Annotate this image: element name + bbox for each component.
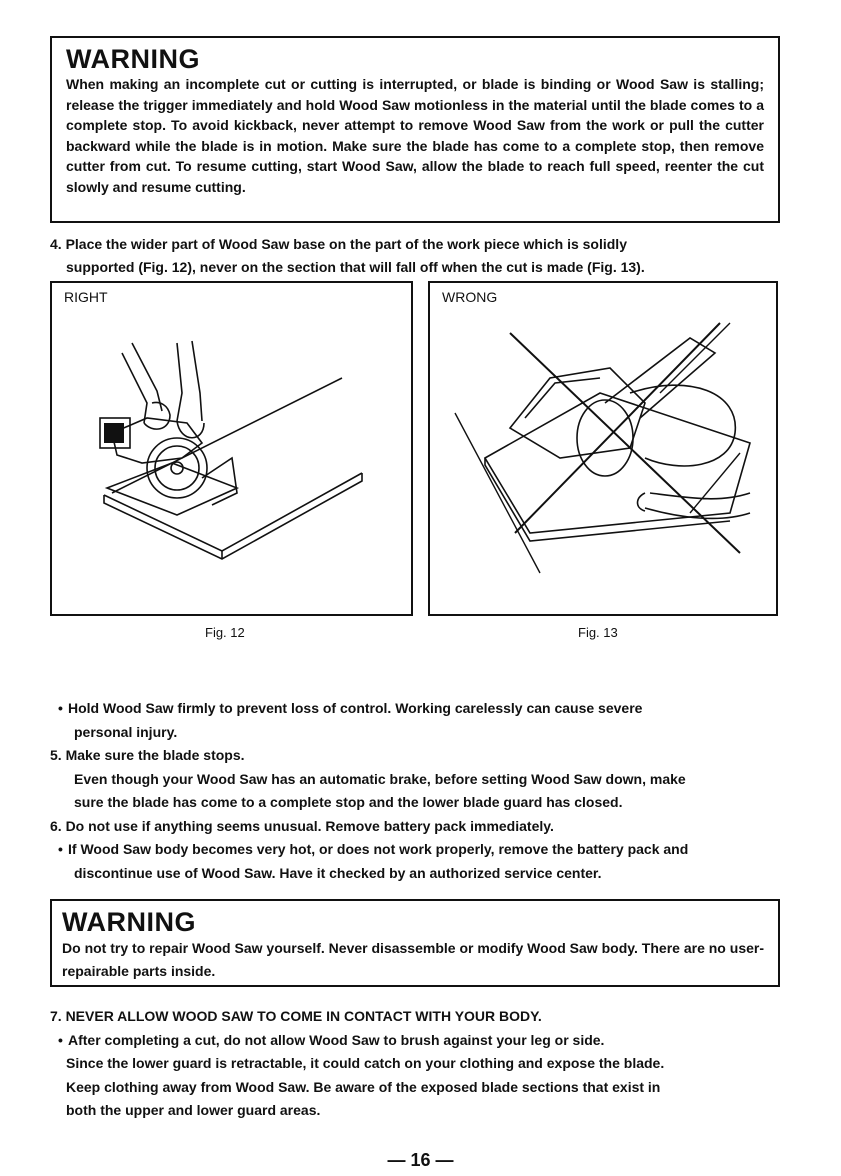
bullet-icon: • [58,1031,63,1048]
figure-13-caption: Fig. 13 [578,625,618,640]
step-7-title: 7. NEVER ALLOW WOOD SAW TO COME IN CONTACT WITH YOUR BODY. [50,1008,542,1024]
saw-correct-illustration [52,283,411,614]
step-7 [50,1005,785,1123]
step-7-bullet-line-1: • After completing a cut, do not allow Wood Saw to brush against your leg or side. [50,1029,785,1053]
bullet-2-line-1: • If Wood Saw body becomes very hot, or does not work properly, remove the battery pack and [58,838,788,862]
saw-incorrect-illustration [430,283,776,614]
step-5-title: 5. Make sure the blade stops. [50,747,245,763]
figure-12-right [50,281,413,616]
step-5-line-2: sure the blade has come to a complete stop and the lower blade guard has closed. [74,794,623,810]
step-4-line-1: 4. Place the wider part of Wood Saw base on the part of the work piece which is solidly [50,236,627,252]
step-4-line-2: supported (Fig. 12), never on the section that will fall off when the cut is made (Fig. 13). [66,259,645,275]
figure-12-label: RIGHT [64,289,108,305]
warning-text: When making an incomplete cut or cutting is interrupted, or blade is binding or Wood Saw is stalling; release the trigger immediately and hold Wood Saw motionless in the material until the blade comes to a complete stop. To avoid kickback, never attempt to remove Wood Saw from the work or pull the cutter backward while the blade is in motion. Make sure the blade has come to a complete stop, then remove cutter from cut. To resume cutting, start Wood Saw, allow the blade to reach full speed, reenter the cut slowly and resume cutting. [66,76,764,195]
step-7-line-3: Keep clothing away from Wood Saw. Be aware of the exposed blade sections that exist in [66,1078,661,1095]
body-section [50,697,788,885]
step-6-title: 6. Do not use if anything seems unusual. Remove battery pack immediately. [50,817,554,834]
bullet-2-line-2: discontinue use of Wood Saw. Have it checked by an authorized service center. [74,864,602,881]
warning-box-top [50,36,780,223]
figure-13-label: WRONG [442,289,498,305]
bullet-icon: • [58,841,63,857]
bullet-icon: • [58,700,63,716]
step-7-line-4: both the upper and lower guard areas. [66,1102,321,1118]
step-7-line-2: Since the lower guard is retractable, it could catch on your clothing and expose the blade. [66,1055,665,1071]
figure-12-caption: Fig. 12 [205,625,245,640]
warning-title: WARNING [66,44,200,74]
warning-box-bottom [50,899,780,987]
bullet-1-line-2: personal injury. [74,723,178,740]
figure-13-wrong [428,281,778,616]
bullet-1-line-1: • Hold Wood Saw firmly to prevent loss of control. Working carelessly can cause severe [58,697,788,721]
warning-title: WARNING [62,907,196,937]
step-4 [50,233,790,279]
step-5-line-1: Even though your Wood Saw has an automatic brake, before setting Wood Saw down, make [74,770,686,787]
page-number: — 16 — [387,1150,454,1170]
warning-text: Do not try to repair Wood Saw yourself. Never disassemble or modify Wood Saw body. There are no user-repairable parts inside. [62,940,764,979]
